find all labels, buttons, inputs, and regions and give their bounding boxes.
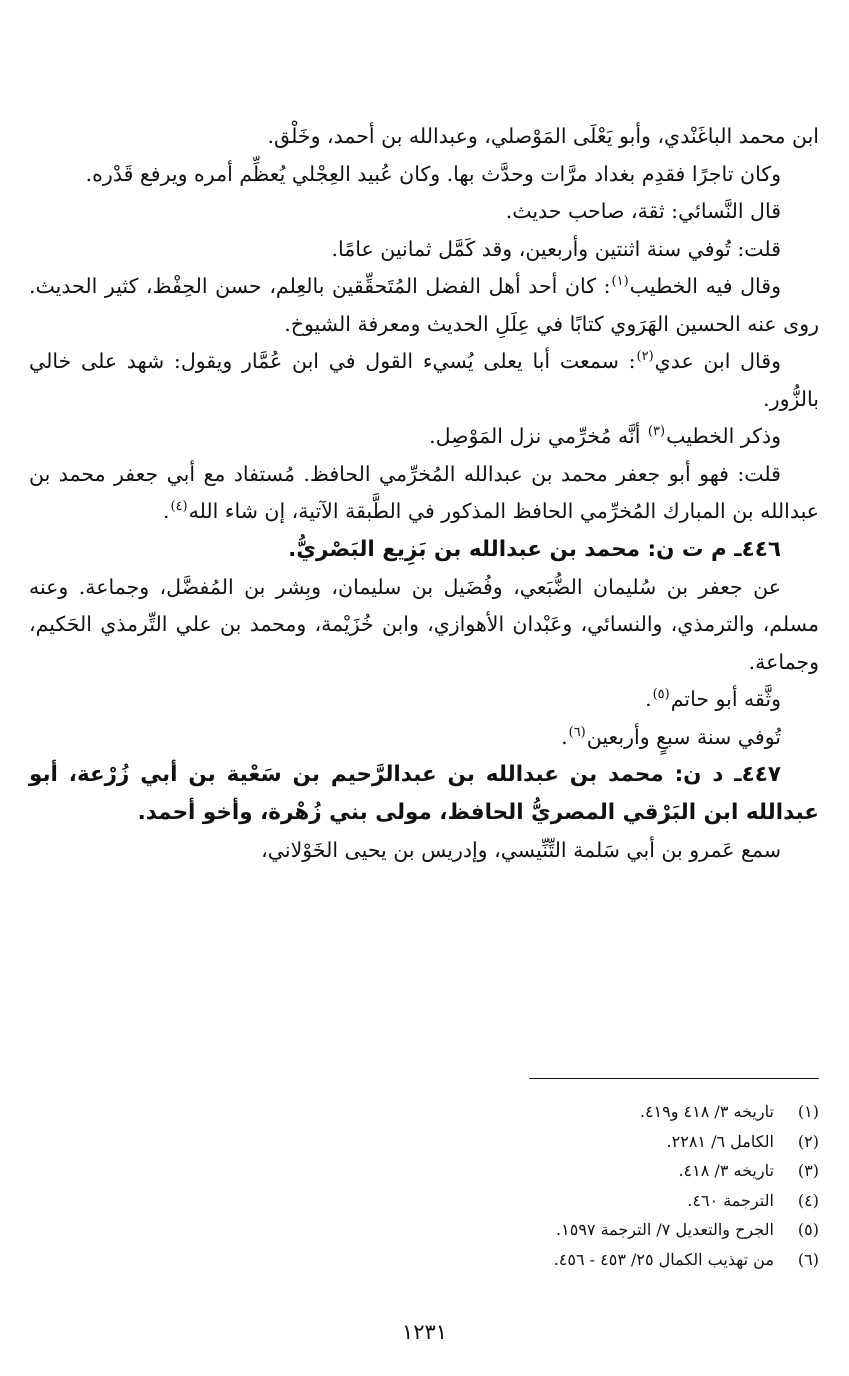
entry-446-paragraph-1: عن جعفر بن سُليمان الضُّبَعي، وفُضَيل بن سليمان، وبِشر بن المُفضَّل، وجماعة. وعنه مسلم، والترمذي، والنسائي، وعَبْدان الأهوازي، وابن خُزَيْمة، ومحمد بن علي التِّرمذي الحَكيم، وجماعة. <box>29 574 819 674</box>
footnotes <box>29 1097 819 1274</box>
paragraph-3: قال النَّسائي: ثقة، صاحب حديث. <box>505 199 781 223</box>
footnote-ref-2: (٢) <box>636 349 654 365</box>
footnote-ref-4: (٤) <box>170 499 188 515</box>
footnote-divider <box>529 1078 819 1079</box>
paragraph-7: وذكر الخطيب$^{(٣)}$ أنَّه مُخرِّمي نزل المَوْصِل. <box>429 424 781 448</box>
footnote-ref-3: (٣) <box>647 424 666 440</box>
footnote-4: (٤) الترجمة ٤٦٠. <box>687 1190 819 1210</box>
entry-447-heading: ٤٤٧ـ د ن: محمد بن عبدالله بن عبدالرَّحيم بن سَعْية بن أبي زُرْعة، أبو عبدالله ابن البَرْقي المصريُّ الحافظ، مولى بني زُهْرة، وأخو أحمد. <box>29 762 819 825</box>
paragraph-2: وكان تاجرًا فقدِم بغداد مرَّات وحدَّث بها. وكان عُبيد العِجْلي يُعظِّم أمره ويرفع قَدْره. <box>85 161 781 186</box>
entry-447-paragraph-1: سمع عَمرو بن أبي سَلمة التِّنِّيسي، وإدريس بن يحيى الخَوْلاني، <box>261 838 781 862</box>
footnote-2: (٢) الكامل ٦/ ٢٢٨١. <box>666 1131 819 1151</box>
footnote-6: (٦) من تهذيب الكمال ٢٥/ ٤٥٣ - ٤٥٦. <box>553 1249 819 1269</box>
paragraph-6: وقال ابن عدي$^{(٢)}$: سمعت أبا يعلى يُسيء القول في ابن عُمَّار ويقول: شهد على خالي بالزُّور. <box>29 349 819 411</box>
paragraph-8: قلت: فهو أبو جعفر محمد بن عبدالله المُخرِّمي الحافظ. مُستفاد مع أبي جعفر محمد بن عبدالله بن المبارك المُخرِّمي الحافظ المذكور في الطَّبقة الآتية، إن شاء الله$^{(٤)}$. <box>29 461 819 523</box>
entry-446-heading: ٤٤٦ـ م ت ن: محمد بن عبدالله بن بَزِيع البَصْريُّ. <box>288 536 781 562</box>
footnote-1: (١) تاريخه ٣/ ٤١٨ و٤١٩. <box>639 1102 819 1121</box>
footnote-3: (٣) تاريخه ٣/ ٤١٨. <box>678 1161 819 1180</box>
footnote-ref-5: (٥) <box>652 687 670 703</box>
paragraph-1: ابن محمد الباغَنْدي، وأبو يَعْلَى المَوْصلي، وعبدالله بن أحمد، وخَلْق. <box>267 124 819 148</box>
footnote-ref-1: (١) <box>611 274 629 290</box>
footnote-ref-6: (٦) <box>568 724 586 740</box>
footnote-5: (٥) الجرح والتعديل ٧/ الترجمة ١٥٩٧. <box>556 1220 819 1239</box>
paragraph-4: قلت: تُوفي سنة اثنتين وأربعين، وقد كَمَّل ثمانين عامًا. <box>331 236 781 261</box>
paragraph-5: وقال فيه الخطيب$^{(١)}$: كان أحد أهل الفضل المُتَحقِّقين بالعِلم، حسن الحِفْظ، كثير الحديث. روى عنه الحسين الهَرَوي كتابًا في عِلَلِ الحديث ومعرفة الشيوخ. <box>29 274 819 336</box>
page-number: ١٢٣١ <box>401 1320 448 1344</box>
main-text <box>29 118 819 870</box>
entry-446-paragraph-3: تُوفي سنة سبعٍ وأربعين$^{(٦)}$. <box>561 724 781 749</box>
entry-446-paragraph-2: وثَّقه أبو حاتم$^{(٥)}$. <box>645 687 781 711</box>
